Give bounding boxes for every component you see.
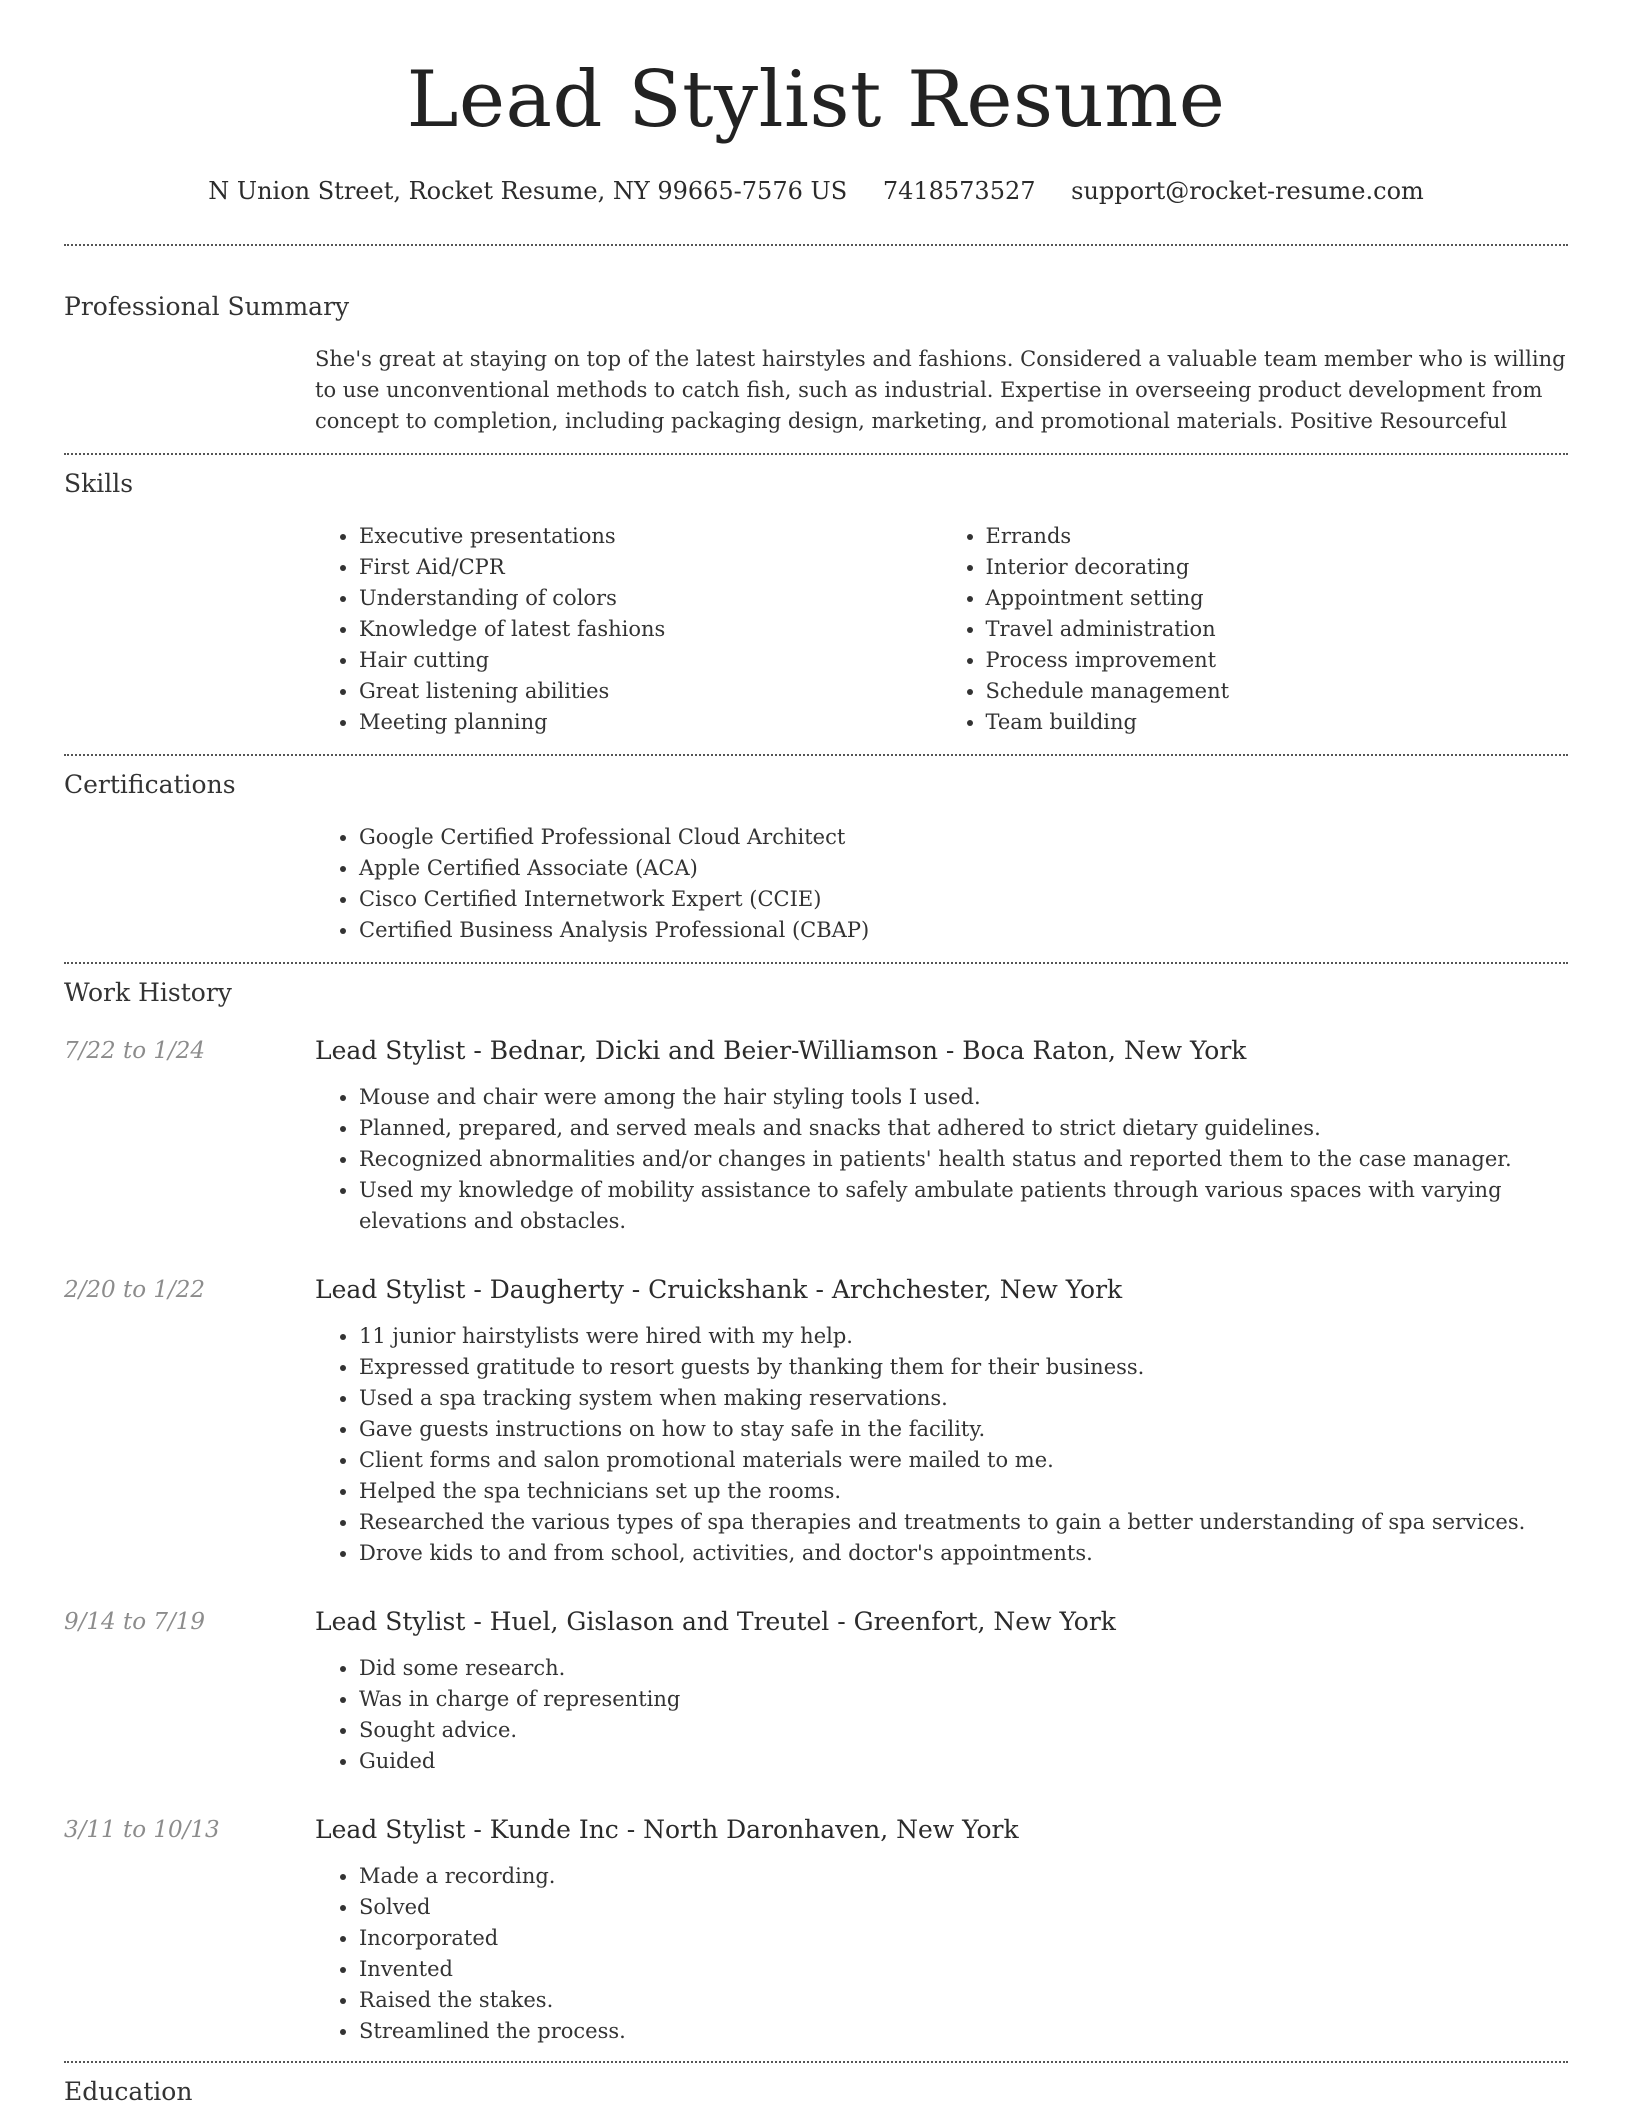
job-bullet: • Helped the spa technicians set up the rooms. [359, 1476, 1568, 1507]
job-details [315, 1813, 1568, 2047]
job-date: 9/14 to 7/19 [64, 1609, 206, 1635]
jobs-container [64, 1034, 1568, 2047]
list-item: • Travel administration [986, 614, 1569, 645]
job-bullet: • Sought advice. [359, 1715, 1568, 1746]
section-title-skills: Skills [64, 469, 134, 498]
list-item: • Cisco Certified Internetwork Expert (CCIE) [359, 884, 1568, 915]
job-bullet: • Drove kids to and from school, activities, and doctor's appointments. [359, 1538, 1568, 1569]
job-date: 7/22 to 1/24 [64, 1038, 206, 1064]
job-bullet: • Did some research. [359, 1653, 1568, 1684]
job-bullet: • Mouse and chair were among the hair styling tools I used. [359, 1082, 1568, 1113]
job-bullet: • Solved [359, 1892, 1568, 1923]
list-item: • Schedule management [986, 676, 1569, 707]
certifications-section [64, 756, 1568, 946]
certifications-list [315, 822, 1568, 946]
job-title: Lead Stylist - Kunde Inc - North Daronhaven, New York [315, 1815, 1019, 1844]
job-entry [64, 1034, 1568, 1237]
section-title-certifications: Certifications [64, 770, 236, 799]
list-item: • Team building [986, 707, 1569, 738]
job-bullet: • Used a spa tracking system when making reservations. [359, 1383, 1568, 1414]
phone: 7418573527 [882, 177, 1036, 205]
resume-title: Lead Stylist Resume [406, 55, 1226, 145]
list-item: • Executive presentations [359, 521, 942, 552]
job-details [315, 1605, 1568, 1777]
skills-section [64, 455, 1568, 738]
list-item: • Appointment setting [986, 583, 1569, 614]
education-section [64, 2063, 1568, 2109]
job-date: 3/11 to 10/13 [64, 1817, 220, 1843]
job-title: Lead Stylist - Bednar, Dicki and Beier-Williamson - Boca Raton, New York [315, 1036, 1247, 1065]
contact-line [64, 174, 1568, 208]
skills-columns [315, 521, 1568, 738]
summary-section [64, 246, 1568, 437]
section-title-education: Education [64, 2077, 193, 2106]
list-item: • Hair cutting [359, 645, 942, 676]
list-item: • Apple Certified Associate (ACA) [359, 853, 1568, 884]
summary-text: She's great at staying on top of the latest hairstyles and fashions. Considered a valuable team member who is willing to use unconventional methods to catch fish, such as industrial. Expertise in overseeing product development from concept to completion, including packaging design, marketing, and promotional materials. Positive Resourceful [315, 347, 1566, 433]
section-title-work: Work History [64, 978, 232, 1007]
skills-list-left [315, 521, 942, 738]
list-item: • Process improvement [986, 645, 1569, 676]
job-bullet: • Invented [359, 1954, 1568, 1985]
job-bullet: • Researched the various types of spa therapies and treatments to gain a better understanding of spa services. [359, 1507, 1568, 1538]
list-item: • Meeting planning [359, 707, 942, 738]
section-title-summary: Professional Summary [64, 292, 350, 321]
job-bullet: • Made a recording. [359, 1861, 1568, 1892]
list-item: • Understanding of colors [359, 583, 942, 614]
list-item: • Interior decorating [986, 552, 1569, 583]
work-section [64, 964, 1568, 2047]
job-bullet: • Recognized abnormalities and/or changes in patients' health status and reported them to the case manager. [359, 1144, 1568, 1175]
job-bullets [315, 1861, 1568, 2047]
email: support@rocket-resume.com [1071, 177, 1424, 205]
job-bullet: • Used my knowledge of mobility assistance to safely ambulate patients through various spaces with varying elevations and obstacles. [359, 1175, 1568, 1237]
job-bullet: • Streamlined the process. [359, 2016, 1568, 2047]
job-entry [64, 1605, 1568, 1777]
job-title: Lead Stylist - Huel, Gislason and Treutel - Greenfort, New York [315, 1607, 1116, 1636]
job-entry [64, 1813, 1568, 2047]
job-details [315, 1034, 1568, 1237]
job-date: 2/20 to 1/22 [64, 1277, 206, 1303]
job-bullets [315, 1321, 1568, 1569]
resume-page [64, 0, 1568, 2109]
job-bullet: • Gave guests instructions on how to stay safe in the facility. [359, 1414, 1568, 1445]
job-bullet: • Planned, prepared, and served meals and snacks that adhered to strict dietary guidelines. [359, 1113, 1568, 1144]
address: N Union Street, Rocket Resume, NY 99665-7576 US [208, 177, 848, 205]
job-details [315, 1273, 1568, 1569]
job-bullets [315, 1653, 1568, 1777]
job-bullet: • Was in charge of representing [359, 1684, 1568, 1715]
job-bullet: • Raised the stakes. [359, 1985, 1568, 2016]
skills-list-right [942, 521, 1569, 738]
list-item: • Errands [986, 521, 1569, 552]
list-item: • Knowledge of latest fashions [359, 614, 942, 645]
certifications-body [315, 822, 1568, 946]
list-item: • Certified Business Analysis Professional (CBAP) [359, 915, 1568, 946]
job-bullet: • Incorporated [359, 1923, 1568, 1954]
list-item: • Great listening abilities [359, 676, 942, 707]
job-bullet: • Client forms and salon promotional materials were mailed to me. [359, 1445, 1568, 1476]
job-title: Lead Stylist - Daugherty - Cruickshank - Archchester, New York [315, 1275, 1123, 1304]
list-item: • Google Certified Professional Cloud Architect [359, 822, 1568, 853]
job-entry [64, 1273, 1568, 1569]
list-item: • First Aid/CPR [359, 552, 942, 583]
job-bullet: • Expressed gratitude to resort guests by thanking them for their business. [359, 1352, 1568, 1383]
job-bullet: • Guided [359, 1746, 1568, 1777]
job-bullet: • 11 junior hairstylists were hired with my help. [359, 1321, 1568, 1352]
job-bullets [315, 1082, 1568, 1237]
